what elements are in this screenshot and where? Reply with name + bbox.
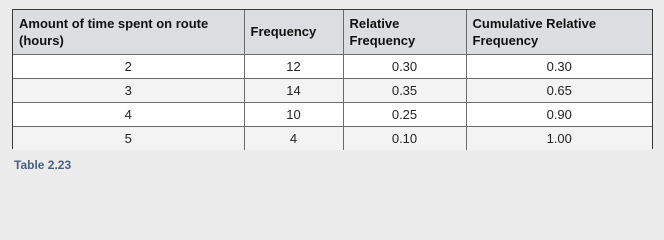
- cell-frequency: 14: [244, 78, 343, 102]
- cell-frequency: 4: [244, 126, 343, 150]
- cell-time-spent: 4: [13, 102, 244, 126]
- cell-relative-frequency: 0.10: [343, 126, 466, 150]
- header-cumulative-relative-frequency: Cumulative Relative Frequency: [466, 10, 652, 54]
- header-frequency: Frequency: [244, 10, 343, 54]
- table-header-row: [13, 10, 652, 54]
- cell-relative-frequency: 0.30: [343, 54, 466, 78]
- frequency-table: [13, 10, 652, 150]
- cell-cumulative-relative-frequency: 0.65: [466, 78, 652, 102]
- table-row: [13, 102, 652, 126]
- table-caption: Table 2.23: [14, 158, 72, 172]
- cell-time-spent: 2: [13, 54, 244, 78]
- frequency-table-frame: [12, 9, 653, 149]
- cell-relative-frequency: 0.25: [343, 102, 466, 126]
- table-row: [13, 126, 652, 150]
- cell-cumulative-relative-frequency: 0.90: [466, 102, 652, 126]
- header-relative-frequency: Relative Frequency: [343, 10, 466, 54]
- cell-frequency: 10: [244, 102, 343, 126]
- cell-frequency: 12: [244, 54, 343, 78]
- cell-time-spent: 5: [13, 126, 244, 150]
- cell-cumulative-relative-frequency: 0.30: [466, 54, 652, 78]
- table-row: [13, 54, 652, 78]
- cell-time-spent: 3: [13, 78, 244, 102]
- table-row: [13, 78, 652, 102]
- header-time-spent: Amount of time spent on route (hours): [13, 10, 244, 54]
- cell-cumulative-relative-frequency: 1.00: [466, 126, 652, 150]
- cell-relative-frequency: 0.35: [343, 78, 466, 102]
